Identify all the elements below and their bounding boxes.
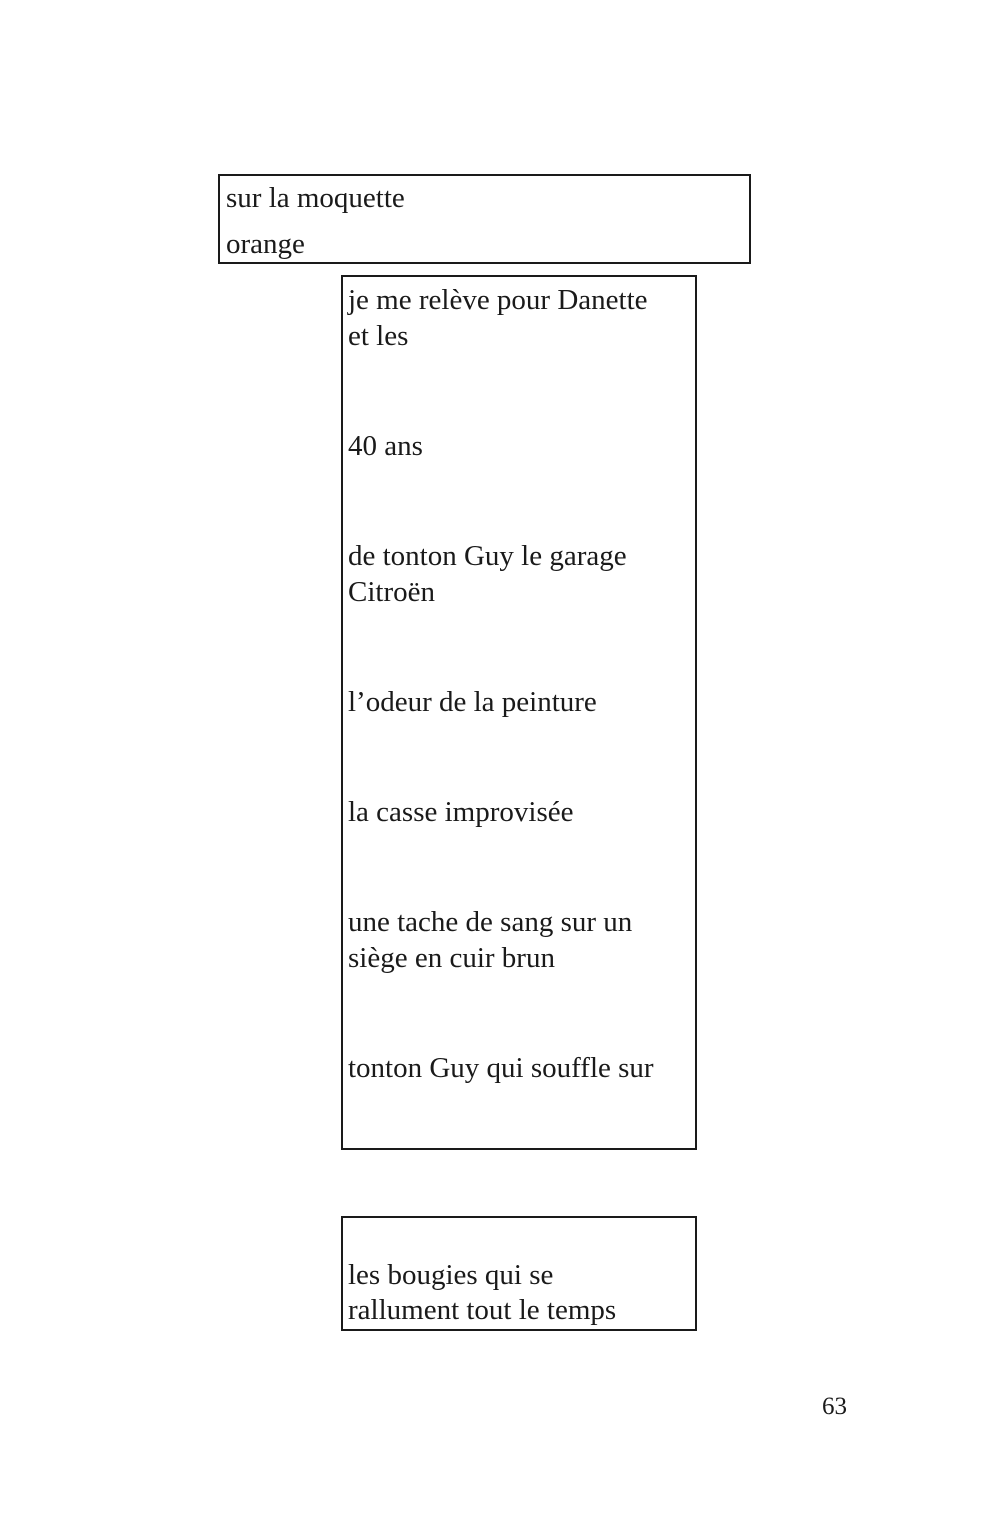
poem-line: orange bbox=[226, 228, 305, 260]
poem-line: 40 ans bbox=[348, 430, 423, 462]
poem-line: Citroën bbox=[348, 576, 435, 608]
poem-line: sur la moquette bbox=[226, 182, 405, 214]
poem-line: et les bbox=[348, 320, 409, 352]
poem-line: l’odeur de la peinture bbox=[348, 686, 597, 718]
poem-line: siège en cuir brun bbox=[348, 942, 555, 974]
poem-line: de tonton Guy le garage bbox=[348, 540, 627, 572]
poem-box-top bbox=[218, 174, 751, 264]
poem-line: les bougies qui se bbox=[348, 1259, 554, 1291]
page-number: 63 bbox=[822, 1393, 847, 1420]
poem-line: une tache de sang sur un bbox=[348, 906, 633, 938]
poem-box-middle bbox=[341, 275, 697, 1150]
poem-line: tonton Guy qui souffle sur bbox=[348, 1052, 654, 1084]
poem-box-bottom bbox=[341, 1216, 697, 1331]
poem-line: je me relève pour Danette bbox=[348, 284, 648, 316]
poem-line: la casse improvisée bbox=[348, 796, 574, 828]
poem-line: rallument tout le temps bbox=[348, 1294, 617, 1326]
